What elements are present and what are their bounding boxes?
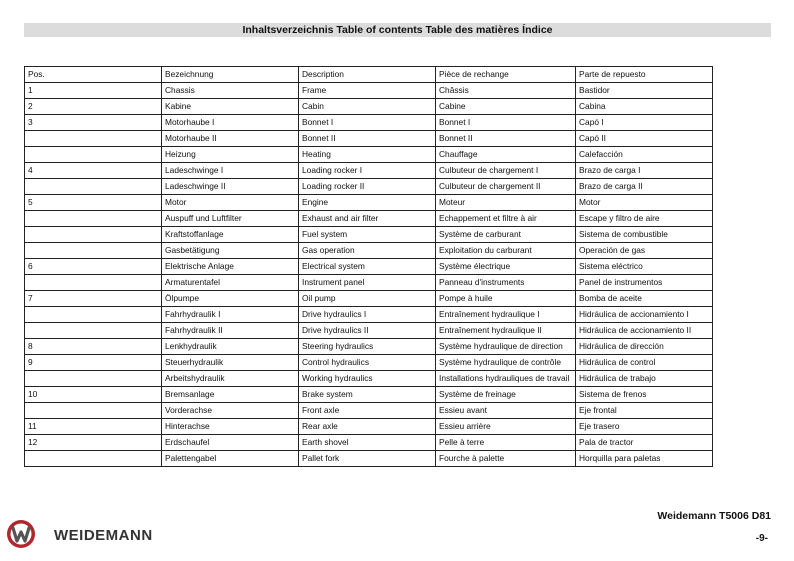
cell-parte: Hidráulica de dirección: [576, 339, 713, 355]
table-row: [25, 323, 713, 339]
cell-piece: Système de carburant: [436, 227, 576, 243]
column-header-pos: Pos.: [25, 67, 162, 83]
cell-description: Drive hydraulics II: [299, 323, 436, 339]
cell-parte: Sistema de combustible: [576, 227, 713, 243]
cell-parte: Bastidor: [576, 83, 713, 99]
cell-piece: Châssis: [436, 83, 576, 99]
table-row: [25, 419, 713, 435]
cell-description: Rear axle: [299, 419, 436, 435]
cell-description: Bonnet I: [299, 115, 436, 131]
cell-bezeichnung: Motorhaube II: [162, 131, 299, 147]
table-row: [25, 339, 713, 355]
cell-bezeichnung: Fahrhydraulik I: [162, 307, 299, 323]
cell-piece: Système hydraulique de contrôle: [436, 355, 576, 371]
cell-parte: Panel de instrumentos: [576, 275, 713, 291]
cell-piece: Bonnet II: [436, 131, 576, 147]
cell-bezeichnung: Vorderachse: [162, 403, 299, 419]
cell-parte: Cabina: [576, 99, 713, 115]
cell-bezeichnung: Bremsanlage: [162, 387, 299, 403]
cell-parte: Pala de tractor: [576, 435, 713, 451]
cell-description: Front axle: [299, 403, 436, 419]
cell-parte: Capó I: [576, 115, 713, 131]
cell-pos: [25, 275, 162, 291]
cell-bezeichnung: Lenkhydraulik: [162, 339, 299, 355]
cell-pos: [25, 179, 162, 195]
brand-name: WEIDEMANN: [54, 527, 153, 544]
cell-pos: [25, 403, 162, 419]
cell-description: Loading rocker I: [299, 163, 436, 179]
cell-pos: [25, 307, 162, 323]
cell-pos: [25, 147, 162, 163]
cell-parte: Hidráulica de control: [576, 355, 713, 371]
cell-piece: Echappement et filtre à air: [436, 211, 576, 227]
column-header-parte: Parte de repuesto: [576, 67, 713, 83]
weidemann-w-logo-icon: [6, 519, 36, 549]
cell-bezeichnung: Chassis: [162, 83, 299, 99]
cell-description: Steering hydraulics: [299, 339, 436, 355]
column-header-description: Description: [299, 67, 436, 83]
cell-pos: 10: [25, 387, 162, 403]
cell-piece: Exploitation du carburant: [436, 243, 576, 259]
cell-description: Cabin: [299, 99, 436, 115]
table-row: [25, 115, 713, 131]
cell-pos: 7: [25, 291, 162, 307]
cell-pos: 3: [25, 115, 162, 131]
cell-pos: 12: [25, 435, 162, 451]
cell-description: Earth shovel: [299, 435, 436, 451]
cell-bezeichnung: Erdschaufel: [162, 435, 299, 451]
cell-pos: 8: [25, 339, 162, 355]
table-row: [25, 275, 713, 291]
cell-bezeichnung: Gasbetätigung: [162, 243, 299, 259]
table-row: [25, 195, 713, 211]
cell-parte: Hidráulica de accionamiento I: [576, 307, 713, 323]
cell-description: Fuel system: [299, 227, 436, 243]
table-header-row: [25, 67, 713, 83]
cell-piece: Système hydraulique de direction: [436, 339, 576, 355]
cell-parte: Calefacción: [576, 147, 713, 163]
table-row: [25, 163, 713, 179]
cell-bezeichnung: Auspuff und Luftfilter: [162, 211, 299, 227]
cell-piece: Entraînement hydraulique I: [436, 307, 576, 323]
cell-bezeichnung: Ladeschwinge I: [162, 163, 299, 179]
cell-description: Drive hydraulics I: [299, 307, 436, 323]
cell-description: Bonnet II: [299, 131, 436, 147]
cell-piece: Système de freinage: [436, 387, 576, 403]
cell-parte: Operación de gas: [576, 243, 713, 259]
table-row: [25, 435, 713, 451]
cell-pos: [25, 227, 162, 243]
page-number: -9-: [755, 533, 768, 544]
cell-pos: 9: [25, 355, 162, 371]
cell-description: Frame: [299, 83, 436, 99]
cell-parte: Escape y filtro de aire: [576, 211, 713, 227]
cell-description: Engine: [299, 195, 436, 211]
cell-piece: Fourche à palette: [436, 451, 576, 467]
cell-parte: Bomba de aceite: [576, 291, 713, 307]
cell-piece: Panneau d'instruments: [436, 275, 576, 291]
page-title: Inhaltsverzeichnis Table of contents Table des matières Índice: [24, 23, 771, 37]
cell-bezeichnung: Ladeschwinge II: [162, 179, 299, 195]
table-row: [25, 99, 713, 115]
cell-piece: Essieu avant: [436, 403, 576, 419]
cell-parte: Eje frontal: [576, 403, 713, 419]
cell-pos: [25, 323, 162, 339]
cell-parte: Capó II: [576, 131, 713, 147]
cell-bezeichnung: Hinterachse: [162, 419, 299, 435]
cell-bezeichnung: Kraftstoffanlage: [162, 227, 299, 243]
cell-piece: Cabine: [436, 99, 576, 115]
table-row: [25, 131, 713, 147]
cell-description: Loading rocker II: [299, 179, 436, 195]
cell-piece: Essieu arrière: [436, 419, 576, 435]
cell-bezeichnung: Steuerhydraulik: [162, 355, 299, 371]
cell-bezeichnung: Elektrische Anlage: [162, 259, 299, 275]
cell-bezeichnung: Motorhaube I: [162, 115, 299, 131]
table-row: [25, 243, 713, 259]
cell-bezeichnung: Heizung: [162, 147, 299, 163]
cell-piece: Entraînement hydraulique II: [436, 323, 576, 339]
cell-pos: [25, 131, 162, 147]
cell-piece: Pelle à terre: [436, 435, 576, 451]
column-header-bezeichnung: Bezeichnung: [162, 67, 299, 83]
cell-piece: Pompe à huile: [436, 291, 576, 307]
cell-pos: [25, 243, 162, 259]
cell-description: Exhaust and air filter: [299, 211, 436, 227]
cell-description: Oil pump: [299, 291, 436, 307]
table-row: [25, 291, 713, 307]
cell-parte: Brazo de carga II: [576, 179, 713, 195]
table-row: [25, 147, 713, 163]
cell-description: Instrument panel: [299, 275, 436, 291]
cell-pos: [25, 451, 162, 467]
cell-bezeichnung: Armaturentafel: [162, 275, 299, 291]
cell-parte: Sistema de frenos: [576, 387, 713, 403]
table-row: [25, 403, 713, 419]
column-header-piece: Pièce de rechange: [436, 67, 576, 83]
cell-bezeichnung: Arbeitshydraulik: [162, 371, 299, 387]
table-row: [25, 227, 713, 243]
table-row: [25, 83, 713, 99]
cell-description: Working hydraulics: [299, 371, 436, 387]
cell-bezeichnung: Palettengabel: [162, 451, 299, 467]
cell-description: Control hydraulics: [299, 355, 436, 371]
cell-piece: Système électrique: [436, 259, 576, 275]
cell-bezeichnung: Kabine: [162, 99, 299, 115]
table-row: [25, 259, 713, 275]
table-row: [25, 371, 713, 387]
cell-bezeichnung: Motor: [162, 195, 299, 211]
cell-piece: Moteur: [436, 195, 576, 211]
table-row: [25, 451, 713, 467]
cell-piece: Culbuteur de chargement I: [436, 163, 576, 179]
cell-bezeichnung: Ölpumpe: [162, 291, 299, 307]
table-row: [25, 307, 713, 323]
cell-description: Electrical system: [299, 259, 436, 275]
cell-pos: 4: [25, 163, 162, 179]
brand-logo: [6, 519, 166, 551]
cell-pos: 5: [25, 195, 162, 211]
table-body: [25, 83, 713, 467]
cell-bezeichnung: Fahrhydraulik II: [162, 323, 299, 339]
cell-parte: Eje trasero: [576, 419, 713, 435]
cell-description: Heating: [299, 147, 436, 163]
cell-parte: Sistema eléctrico: [576, 259, 713, 275]
cell-description: Gas operation: [299, 243, 436, 259]
cell-piece: Bonnet I: [436, 115, 576, 131]
table-row: [25, 211, 713, 227]
cell-pos: [25, 371, 162, 387]
cell-piece: Chauffage: [436, 147, 576, 163]
table-of-contents: [24, 66, 713, 467]
cell-parte: Hidráulica de accionamiento II: [576, 323, 713, 339]
cell-description: Brake system: [299, 387, 436, 403]
cell-pos: 2: [25, 99, 162, 115]
cell-parte: Horquilla para paletas: [576, 451, 713, 467]
table-row: [25, 355, 713, 371]
cell-piece: Culbuteur de chargement II: [436, 179, 576, 195]
cell-pos: 6: [25, 259, 162, 275]
table-row: [25, 179, 713, 195]
model-label: Weidemann T5006 D81: [657, 510, 771, 522]
cell-parte: Hidráulica de trabajo: [576, 371, 713, 387]
table-row: [25, 387, 713, 403]
cell-pos: [25, 211, 162, 227]
cell-parte: Motor: [576, 195, 713, 211]
cell-piece: Installations hydrauliques de travail: [436, 371, 576, 387]
cell-pos: 1: [25, 83, 162, 99]
cell-description: Pallet fork: [299, 451, 436, 467]
cell-pos: 11: [25, 419, 162, 435]
cell-parte: Brazo de carga I: [576, 163, 713, 179]
